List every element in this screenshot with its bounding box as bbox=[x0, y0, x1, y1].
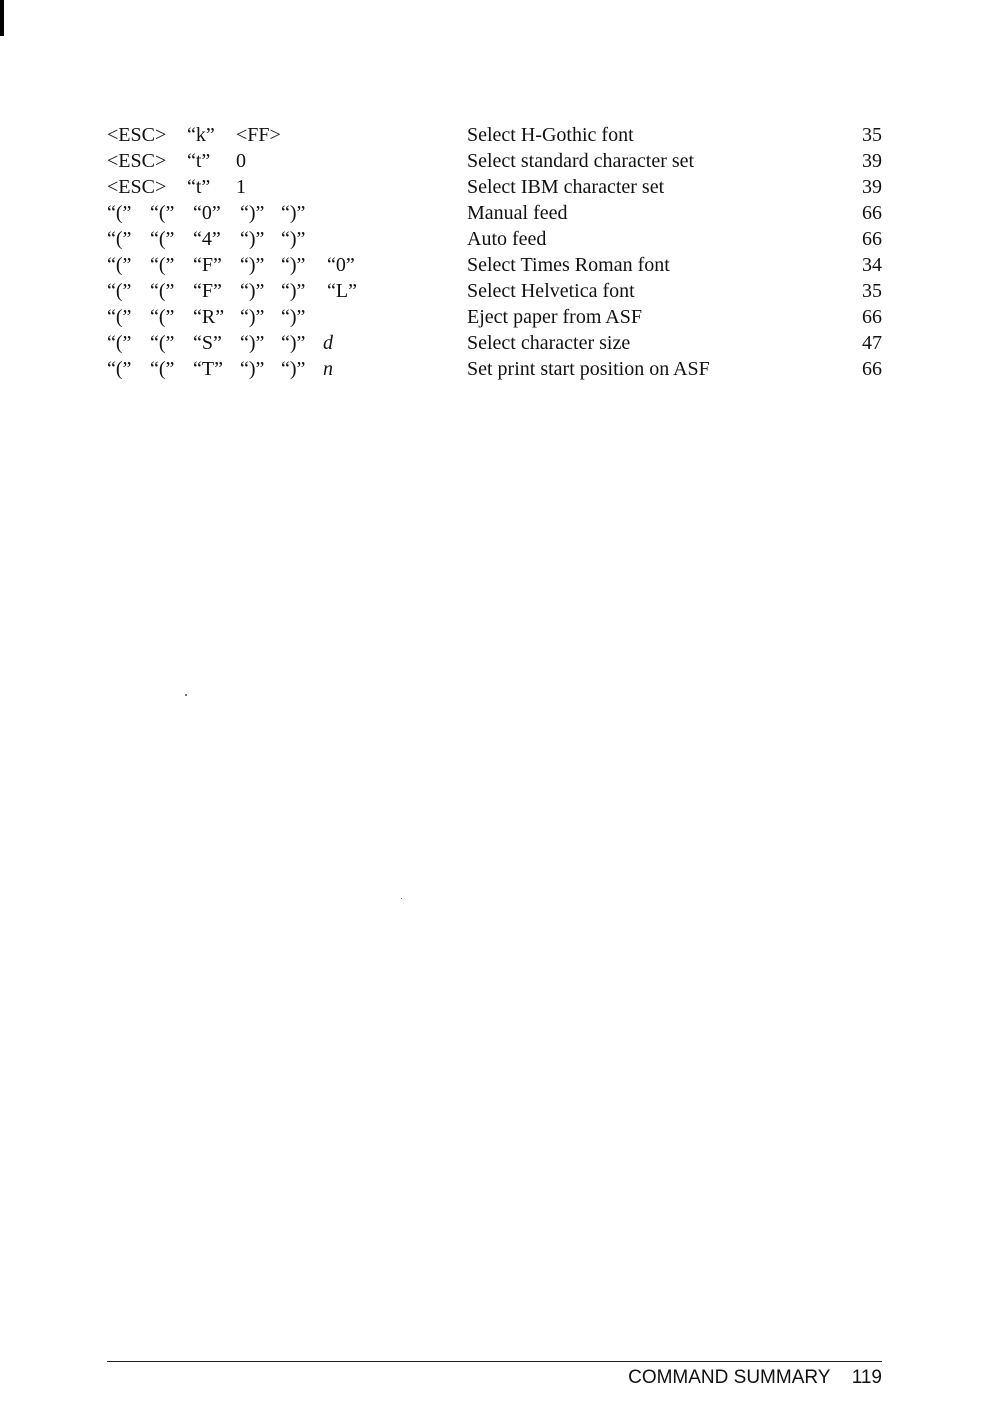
command-page-number: 35 bbox=[862, 124, 882, 146]
command-token: “(” bbox=[107, 254, 132, 276]
command-token: 0 bbox=[236, 150, 246, 172]
command-description: Select Times Roman font bbox=[467, 254, 670, 276]
command-page-number: 66 bbox=[862, 202, 882, 224]
command-row bbox=[107, 356, 882, 382]
command-token: “)” bbox=[281, 332, 306, 354]
command-page-number: 39 bbox=[862, 150, 882, 172]
command-token: “(” bbox=[107, 306, 132, 328]
command-row bbox=[107, 278, 882, 304]
command-page-number: 39 bbox=[862, 176, 882, 198]
scan-edge-mark bbox=[0, 0, 4, 36]
command-description: Auto feed bbox=[467, 228, 547, 250]
command-token: “)” bbox=[281, 280, 306, 302]
command-token: “F” bbox=[193, 254, 222, 276]
command-description: Eject paper from ASF bbox=[467, 306, 642, 328]
command-token: “k” bbox=[187, 124, 215, 146]
command-description: Manual feed bbox=[467, 202, 568, 224]
command-token: “(” bbox=[150, 332, 175, 354]
command-token: “(” bbox=[150, 306, 175, 328]
command-page-number: 34 bbox=[862, 254, 882, 276]
command-token: “)” bbox=[240, 332, 265, 354]
command-token: “T” bbox=[193, 358, 223, 380]
command-token: “)” bbox=[240, 280, 265, 302]
footer-page-number: 119 bbox=[851, 1367, 882, 1388]
command-parameter: n bbox=[323, 358, 333, 380]
command-description: Select character size bbox=[467, 332, 631, 354]
command-token: “)” bbox=[240, 228, 265, 250]
command-row bbox=[107, 148, 882, 174]
command-summary-table bbox=[107, 122, 882, 382]
command-token: “(” bbox=[107, 228, 132, 250]
command-token: <FF> bbox=[236, 124, 281, 146]
command-token: “(” bbox=[150, 254, 175, 276]
command-row bbox=[107, 330, 882, 356]
footer-section-title: COMMAND SUMMARY bbox=[628, 1367, 831, 1388]
command-token: “L” bbox=[327, 280, 357, 302]
command-token: “)” bbox=[281, 202, 306, 224]
command-token: <ESC> bbox=[107, 124, 167, 146]
command-row bbox=[107, 200, 882, 226]
command-token: “)” bbox=[240, 306, 265, 328]
command-token: “0” bbox=[327, 254, 355, 276]
command-token: “0” bbox=[193, 202, 221, 224]
command-token: “(” bbox=[107, 202, 132, 224]
command-row bbox=[107, 226, 882, 252]
command-token: “)” bbox=[240, 254, 265, 276]
command-token: “(” bbox=[150, 202, 175, 224]
command-description: Select Helvetica font bbox=[467, 280, 635, 302]
command-token: “(” bbox=[107, 358, 132, 380]
command-token: “)” bbox=[281, 228, 306, 250]
command-row bbox=[107, 122, 882, 148]
command-token: <ESC> bbox=[107, 150, 167, 172]
command-page-number: 47 bbox=[862, 332, 882, 354]
command-description: Select IBM character set bbox=[467, 176, 665, 198]
command-row bbox=[107, 304, 882, 330]
command-token: “(” bbox=[150, 280, 175, 302]
command-token: “)” bbox=[240, 358, 265, 380]
command-token: “)” bbox=[281, 306, 306, 328]
command-token: “t” bbox=[187, 176, 211, 198]
footer-divider bbox=[107, 1361, 882, 1362]
page-footer bbox=[628, 1367, 882, 1389]
command-token: 1 bbox=[236, 176, 246, 198]
scan-speck bbox=[401, 898, 402, 899]
command-page-number: 66 bbox=[862, 228, 882, 250]
command-page-number: 66 bbox=[862, 306, 882, 328]
command-description: Set print start position on ASF bbox=[467, 358, 710, 380]
command-token: <ESC> bbox=[107, 176, 167, 198]
command-token: “F” bbox=[193, 280, 222, 302]
command-token: “S” bbox=[193, 332, 222, 354]
command-page-number: 66 bbox=[862, 358, 882, 380]
command-token: “4” bbox=[193, 228, 221, 250]
command-token: “t” bbox=[187, 150, 211, 172]
command-row bbox=[107, 174, 882, 200]
command-page-number: 35 bbox=[862, 280, 882, 302]
command-token: “(” bbox=[107, 280, 132, 302]
command-token: “(” bbox=[150, 358, 175, 380]
command-token: “)” bbox=[281, 254, 306, 276]
command-description: Select H-Gothic font bbox=[467, 124, 634, 146]
command-row bbox=[107, 252, 882, 278]
command-token: “R” bbox=[193, 306, 225, 328]
command-token: “)” bbox=[240, 202, 265, 224]
command-token: “(” bbox=[150, 228, 175, 250]
command-token: “(” bbox=[107, 332, 132, 354]
command-token: “)” bbox=[281, 358, 306, 380]
command-description: Select standard character set bbox=[467, 150, 695, 172]
command-parameter: d bbox=[323, 332, 333, 354]
scan-speck bbox=[185, 694, 187, 696]
